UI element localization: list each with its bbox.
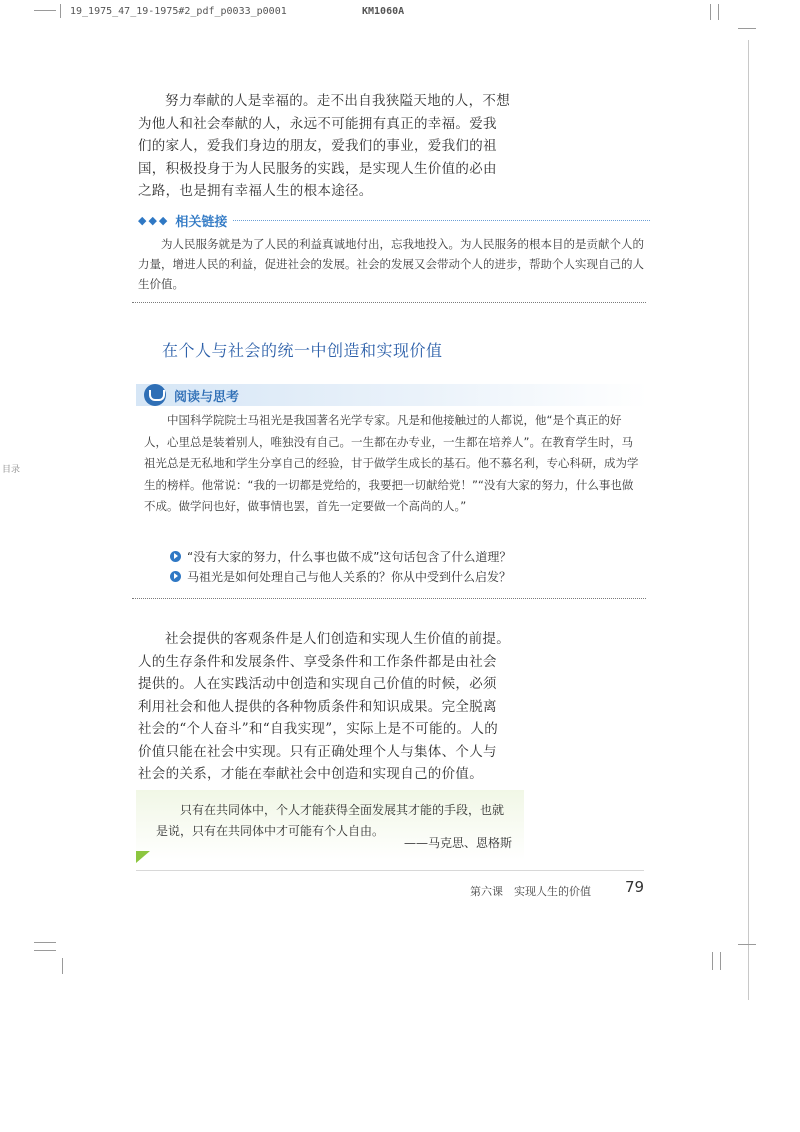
crop-mark-bottom-left-h1 bbox=[34, 942, 56, 943]
related-link-text: 为人民服务就是为了人民的利益真诚地付出，忘我地投入。为人民服务的根本目的是贡献个人的力量，增进人民的利益，促进社会的发展。社会的发展又会带动个人的进步，帮助个人实现自己的人生价值。 bbox=[138, 237, 644, 291]
reading-header-bar bbox=[136, 384, 648, 406]
crop-mark-bottom-right-v2 bbox=[720, 952, 721, 970]
section-title: 在个人与社会的统一中创造和实现价值 bbox=[162, 341, 443, 360]
crop-mark-top-right-v2 bbox=[718, 4, 719, 20]
crop-mark-right-v bbox=[748, 40, 749, 1000]
crop-mark-top-right-h bbox=[738, 28, 756, 29]
crop-mark-bottom-left-v bbox=[62, 958, 63, 974]
related-link-dotted-rule bbox=[233, 220, 650, 221]
question-item bbox=[170, 566, 640, 586]
play-bullet-icon bbox=[170, 551, 181, 562]
intro-paragraph: 努力奉献的人是幸福的。走不出自我狭隘天地的人，不想为他人和社会奉献的人，永远不可能拥有真正的幸福。爱我们的家人，爱我们身边的朋友，爱我们的事业，爱我们的祖国，积极投身于为人民服务的实践，是实现人生价值的必由之路，也是拥有幸福人生的根本途径。 bbox=[138, 93, 510, 199]
crop-mark-bottom-left-h2 bbox=[34, 950, 56, 951]
divider-2 bbox=[132, 598, 646, 599]
main-paragraph: 社会提供的客观条件是人们创造和实现人生价值的前提。人的生存条件和发展条件、享受条件和工作条件都是由社会提供的。人在实践活动中创造和实现自己价值的时候，必须利用社会和他人提供的各种物质条件和知识成果。完全脱离社会的“个人奋斗”和“自我实现”，实际上是不可能的。人的价值只能在社会中实现。只有正确处理个人与集体、个人与社会的关系，才能在奉献社会中创造和实现自己的价值。 bbox=[138, 631, 510, 782]
crop-mark-top-right-v1 bbox=[710, 4, 711, 20]
question-list bbox=[170, 546, 640, 586]
crop-mark-top-left-h bbox=[34, 10, 56, 11]
green-corner-triangle bbox=[136, 851, 150, 863]
divider-1 bbox=[132, 302, 646, 303]
related-link-header bbox=[138, 212, 650, 228]
footer-lesson: 第六课 实现人生的价值 bbox=[470, 885, 591, 898]
play-bullet-icon bbox=[170, 571, 181, 582]
margin-mark: 目录 bbox=[2, 465, 21, 475]
question-text: “没有大家的努力，什么事也做不成”这句话包含了什么道理？ bbox=[187, 549, 512, 564]
reading-title: 阅读与思考 bbox=[174, 389, 240, 405]
related-link-title: 相关链接 bbox=[175, 214, 228, 230]
question-item bbox=[170, 546, 640, 566]
reading-text: 中国科学院院士马祖光是我国著名光学专家。凡是和他接触过的人都说，他“是个真正的好人，心里总是装着别人，唯独没有自己。一生都在办专业，一生都在培养人”。在教育学生时，马祖光总是无私地和学生分享自己的经验，甘于做学生成长的基石。他不慕名利，专心科研，成为学生的榜样。他常说：“我的一切都是党给的，我要把一切献给党！”“没有大家的努力，什么事也做不成。做学问也好，做事情也罢，首先一定要做一个高尚的人。” bbox=[144, 413, 639, 513]
scan-code: KM1060A bbox=[362, 6, 405, 17]
related-link-box bbox=[138, 212, 650, 294]
page-number: 79 bbox=[625, 878, 645, 896]
crop-mark-bottom-right-h bbox=[738, 944, 756, 945]
crop-mark-top-left-v bbox=[60, 4, 61, 18]
reading-icon bbox=[144, 384, 166, 406]
quote-author: ——马克思、恩格斯 bbox=[403, 836, 512, 850]
question-text: 马祖光是如何处理自己与他人关系的？你从中受到什么启发？ bbox=[187, 569, 512, 584]
scan-filename: 19_1975_47_19-1975#2_pdf_p0033_p0001 bbox=[70, 6, 287, 17]
quote-text: 只有在共同体中，个人才能获得全面发展其才能的手段，也就是说，只有在共同体中才可能有个人自由。 bbox=[156, 803, 505, 838]
crop-mark-bottom-right-v1 bbox=[712, 952, 713, 970]
footer-rule bbox=[136, 870, 644, 871]
diamond-icon: ◆◆◆ bbox=[138, 213, 170, 227]
scan-header bbox=[40, 6, 760, 22]
